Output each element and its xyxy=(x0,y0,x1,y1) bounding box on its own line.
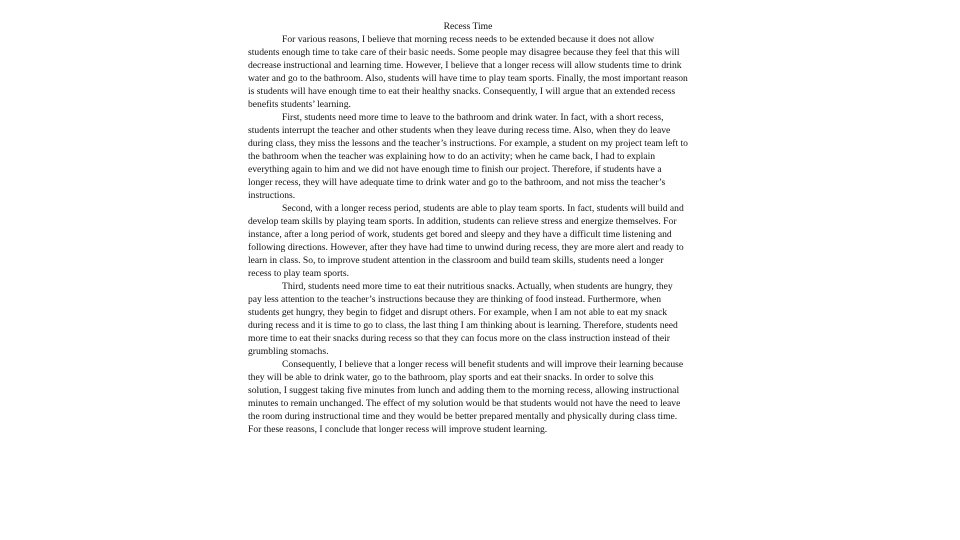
paragraph-third-reason: Third, students need more time to eat their nutritious snacks. Actually, when students are hungry, they pay less attention to the teacher’s instructions because they are thinking of food instead. Furthermore, when students get hungry, they begin to fidget and disrupt others. For example, when I am not able to eat my snack during recess and it is time to go to class, the last thing I am thinking about is learning. Therefore, students need more time to eat their snacks during recess so that they can focus more on the class instruction instead of their grumbling stomachs. xyxy=(248,281,678,357)
essay-document xyxy=(248,20,688,436)
paragraph-first-reason: First, students need more time to leave to the bathroom and drink water. In fact, with a short recess, students interrupt the teacher and other students when they leave during recess time. Also, when they do leave during class, they miss the lessons and the teacher’s instructions. For example, a student on my project team left to the bathroom when the teacher was explaining how to do an activity; when he came back, I had to explain everything again to him and we did not have enough time to finish our project. Therefore, if students have a longer recess, they will have adequate time to drink water and go to the bathroom, and not miss the teacher’s instructions. xyxy=(248,112,688,201)
document-title: Recess Time xyxy=(443,21,493,32)
paragraph-conclusion: Consequently, I believe that a longer recess will benefit students and will improve their learning because they will be able to drink water, go to the bathroom, play sports and eat their snacks. In order to solve this solution, I suggest taking five minutes from lunch and adding them to the morning recess, allowing instructional minutes to remain unchanged. The effect of my solution would be that students would not have the need to leave the room during instructional time and they would be better prepared mentally and physically during class time. For these reasons, I conclude that longer recess will improve student learning. xyxy=(248,359,684,435)
paragraph-second-reason: Second, with a longer recess period, students are able to play team sports. In fact, students will build and develop team skills by playing team sports. In addition, students can relieve stress and energize themselves. For instance, after a long period of work, students get bored and sleepy and they have a difficult time listening and following directions. However, after they have had time to unwind during recess, they are more alert and ready to learn in class. So, to improve student attention in the classroom and build team skills, students need a longer recess to play team sports. xyxy=(248,203,684,279)
paragraph-introduction: For various reasons, I believe that morning recess needs to be extended because it does not allow students enough time to take care of their basic needs. Some people may disagree because they feel that this will decrease instructional and learning time. However, I believe that a longer recess will allow students time to drink water and go to the bathroom. Also, students will have time to play team sports. Finally, the most important reason is students will have enough time to eat their healthy snacks. Consequently, I will argue that an extended recess benefits students’ learning. xyxy=(248,34,688,110)
